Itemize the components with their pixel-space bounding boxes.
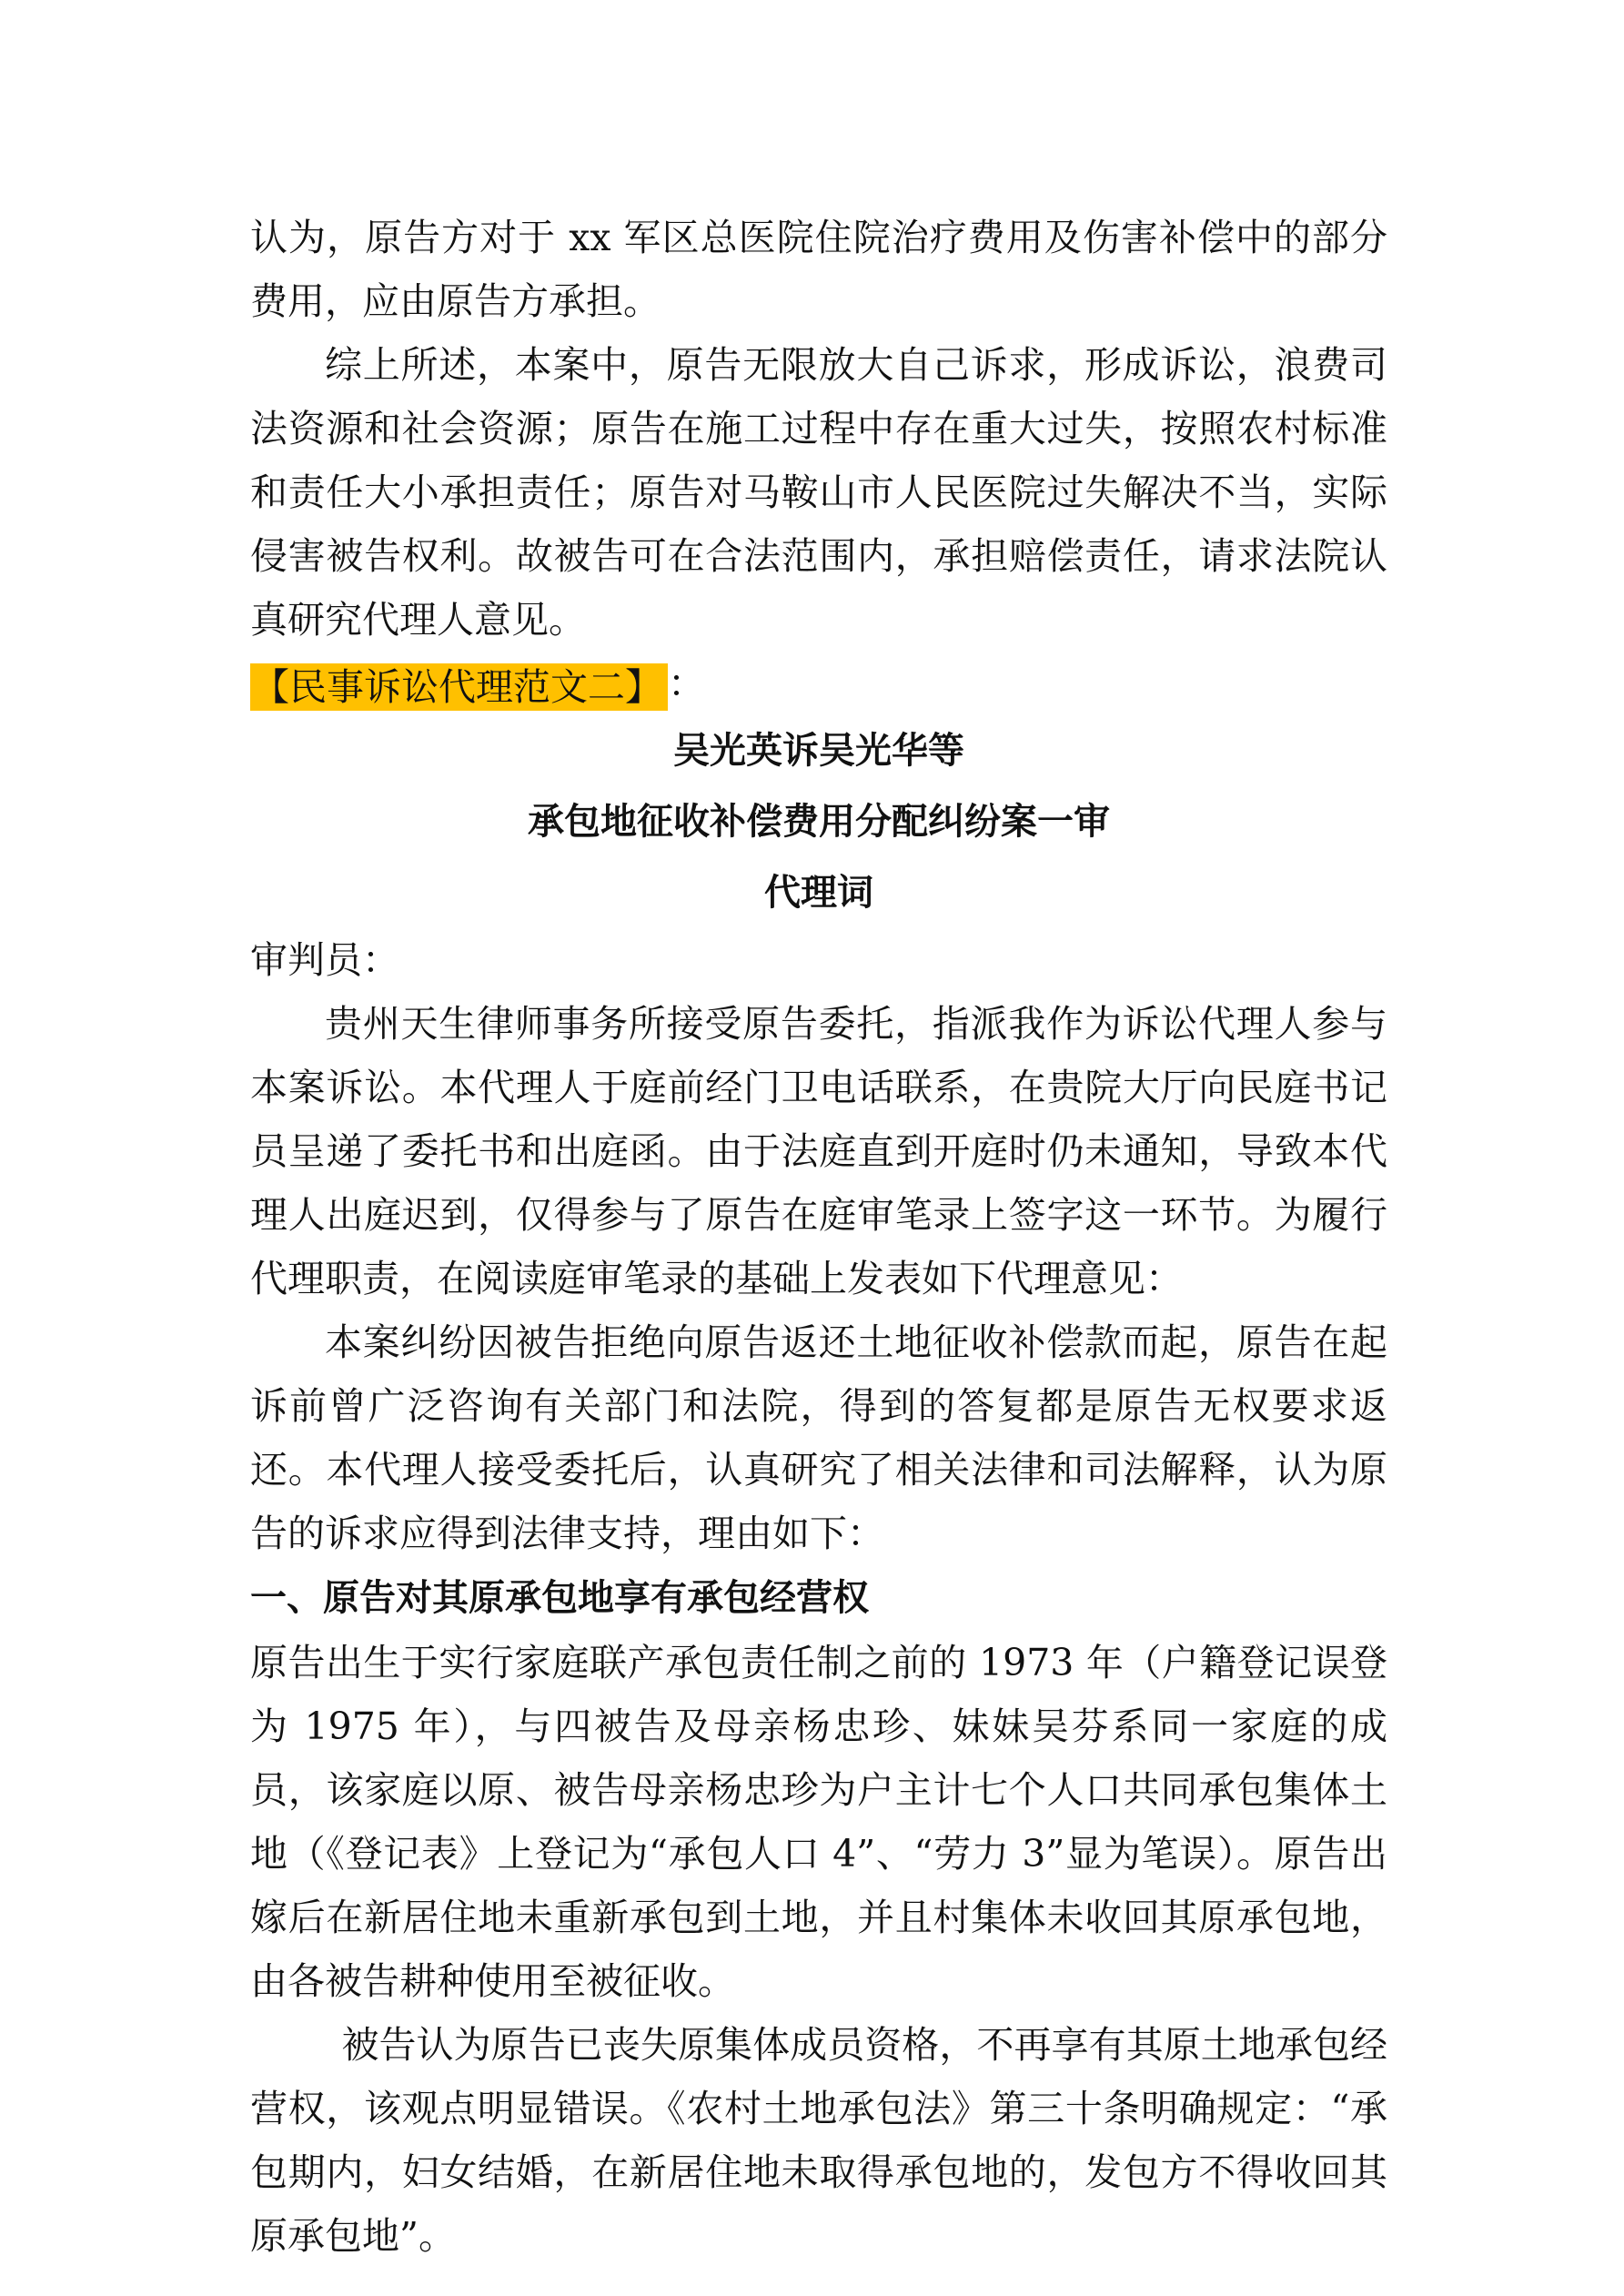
body-paragraph-2: 本案纠纷因被告拒绝向原告返还土地征收补偿款而起，原告在起诉前曾广泛咨询有关部门和法院，得到的答复都是原告无权要求返还。本代理人接受委托后，认真研究了相关法律和司法解释，认为原告的诉求应得到法律支持，理由如下： xyxy=(250,1320,1387,1555)
paragraph-summary: 综上所述，本案中，原告无限放大自己诉求，形成诉讼，浪费司法资源和社会资源；原告在施工过程中存在重大过失，按照农村标准和责任大小承担责任；原告对马鞍山市人民医院过失解决不当，实际侵害被告权利。故被告可在合法范围内，承担赔偿责任，请求法院认真研究代理人意见。 xyxy=(250,343,1387,642)
title-line-1: 吴光英诉吴光华等 xyxy=(673,730,964,772)
paragraph-continuation: 认为，原告方对于 xx 军区总医院住院治疗费用及伤害补偿中的部分费用，应由原告方承担。 xyxy=(250,216,1387,323)
body-paragraph-1: 贵州天生律师事务所接受原告委托，指派我作为诉讼代理人参与本案诉讼。本代理人于庭前经门卫电话联系，在贵院大厅向民庭书记员呈递了委托书和出庭函。由于法庭直到开庭时仍未通知，导致本代理人出庭迟到，仅得参与了原告在庭审笔录上签字这一环节。为履行代理职责，在阅读庭审笔录的基础上发表如下代理意见： xyxy=(250,1002,1387,1300)
title-line-3: 代理词 xyxy=(764,872,873,914)
section-paragraph-2: 被告认为原告已丧失原集体成员资格，不再享有其原土地承包经营权，该观点明显错误。《农村土地承包法》第三十条明确规定：“承包期内，妇女结婚，在新居住地未取得承包地的，发包方不得收回其原承包地”。 xyxy=(250,2023,1387,2258)
banner-colon: ： xyxy=(668,662,705,705)
title-line-2: 承包地征收补偿费用分配纠纷案一审 xyxy=(528,801,1110,843)
section-paragraph-1: 原告出生于实行家庭联产承包责任制之前的 1973 年（户籍登记误登为 1975 年），与四被告及母亲杨忠珍、妹妹吴芬系同一家庭的成员，该家庭以原、被告母亲杨忠珍为户主计七个人口共同承包集体土地（《登记表》上登记为“承包人口 4”、“劳力 3”显为笔误）。原告出嫁后在新居住地未重新承包到土地，并且村集体未收回其原承包地，由各被告耕种使用至被征收。 xyxy=(250,1641,1387,2003)
section-heading: 一、原告对其原承包地享有承包经营权 xyxy=(250,1577,869,1619)
salutation: 审判员： xyxy=(250,938,399,982)
sample-banner-line xyxy=(250,652,1387,715)
document-body xyxy=(250,206,1387,2268)
sample-banner: 【民事诉讼代理范文二】 xyxy=(250,663,668,711)
